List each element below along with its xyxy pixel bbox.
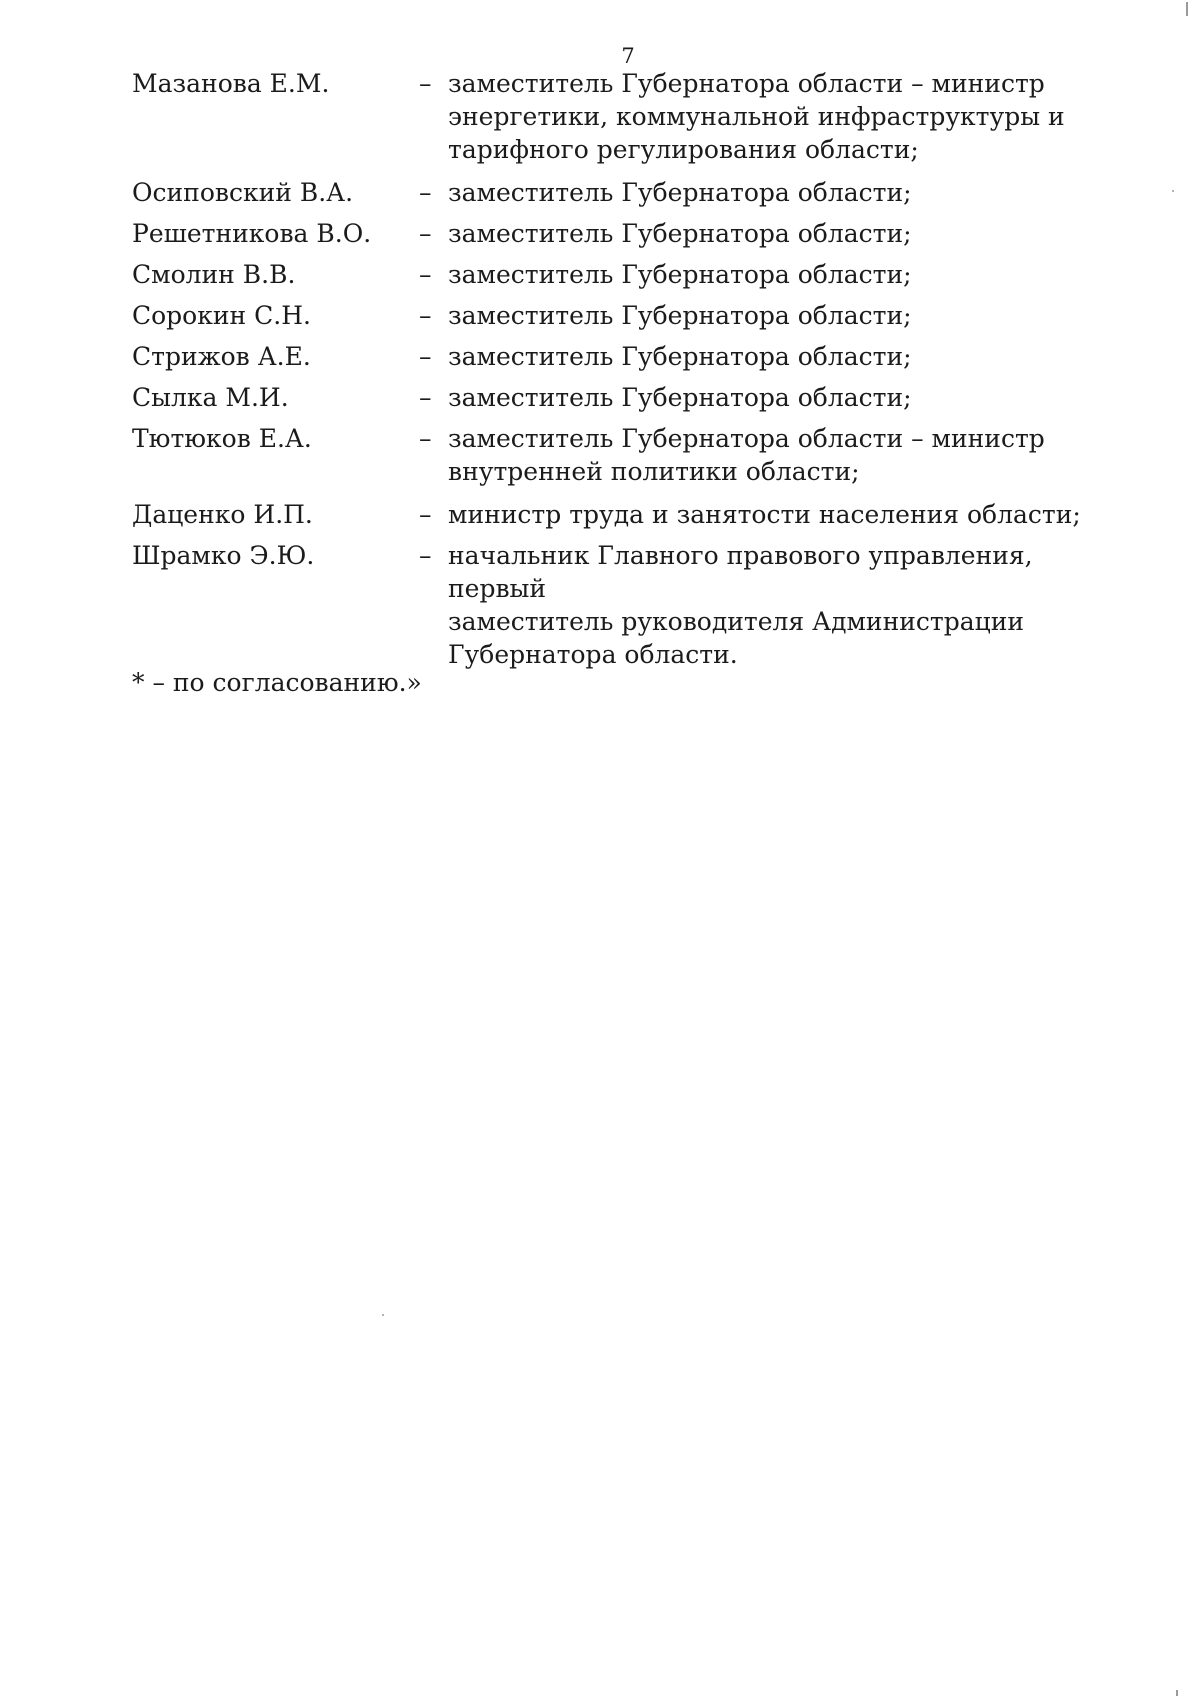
member-name: Осиповский В.А. [132, 178, 354, 207]
member-row [132, 217, 1092, 250]
member-name: Сылка М.И. [132, 383, 289, 412]
member-position: заместитель Губернатора области – министр энергетики, коммунальной инфраструктуры и тарифного регулирования области; [448, 69, 1065, 164]
member-name: Сорокин С.Н. [132, 301, 311, 330]
member-name: Мазанова Е.М. [132, 69, 330, 98]
member-position: министр труда и занятости населения области; [448, 500, 1081, 529]
member-row [132, 381, 1092, 414]
member-name: Решетникова В.О. [132, 219, 372, 248]
member-row [132, 299, 1092, 332]
member-row [132, 258, 1092, 291]
member-position: заместитель Губернатора области; [448, 219, 912, 248]
member-row [132, 539, 1092, 671]
member-name: Даценко И.П. [132, 500, 313, 529]
member-name: Шрамко Э.Ю. [132, 541, 315, 570]
scan-speck [1172, 190, 1174, 192]
member-name: Смолин В.В. [132, 260, 296, 289]
member-dash: – [419, 383, 432, 412]
member-row [132, 340, 1092, 373]
member-position: заместитель Губернатора области; [448, 178, 912, 207]
member-position: заместитель Губернатора области; [448, 342, 912, 371]
members-list [132, 67, 1092, 681]
member-dash: – [419, 301, 432, 330]
member-dash: – [419, 260, 432, 289]
scan-speck [382, 1314, 384, 1316]
member-position: начальник Главного правового управления, первый заместитель руководителя Администрации Губернатора области. [448, 541, 1033, 669]
footnote: * – по согласованию.» [132, 668, 422, 697]
member-name: Стрижов А.Е. [132, 342, 311, 371]
member-dash: – [419, 541, 432, 570]
member-position: заместитель Губернатора области; [448, 301, 912, 330]
member-dash: – [419, 500, 432, 529]
member-row [132, 422, 1092, 488]
member-position: заместитель Губернатора области – министр внутренней политики области; [448, 424, 1045, 486]
member-dash: – [419, 219, 432, 248]
member-row [132, 498, 1092, 531]
member-dash: – [419, 69, 432, 98]
member-row [132, 67, 1092, 166]
scan-speck [1186, 2, 1188, 16]
member-dash: – [419, 178, 432, 207]
scan-speck [1176, 1690, 1178, 1696]
member-dash: – [419, 342, 432, 371]
member-position: заместитель Губернатора области; [448, 260, 912, 289]
member-position: заместитель Губернатора области; [448, 383, 912, 412]
member-row [132, 176, 1092, 209]
page-number: 7 [621, 44, 635, 68]
member-dash: – [419, 424, 432, 453]
member-name: Тютюков Е.А. [132, 424, 312, 453]
